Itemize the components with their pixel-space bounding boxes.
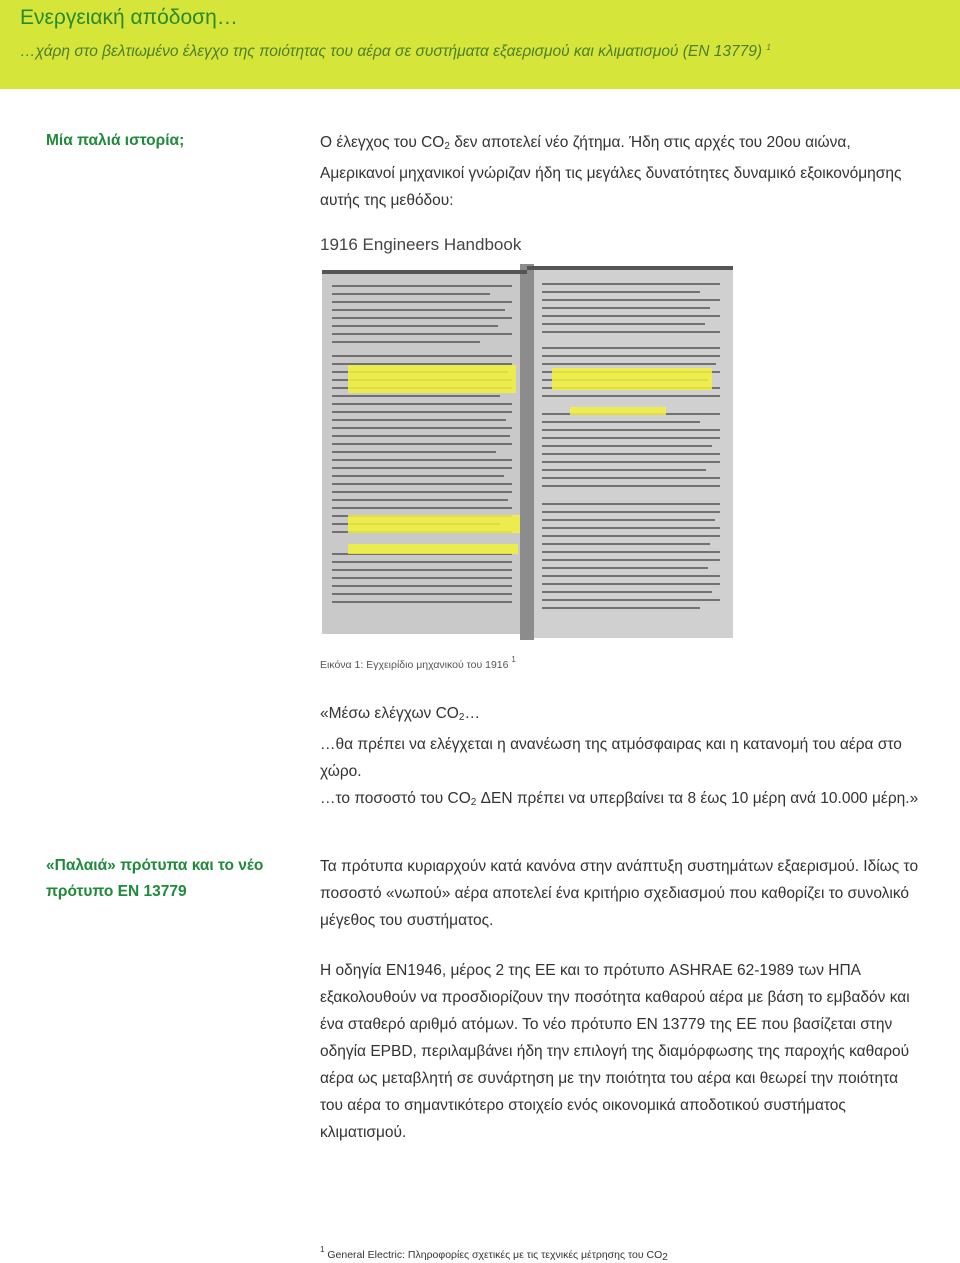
quote-line-3-post: ΔΕΝ πρέπει να υπερβαίνει τα 8 έως 10 μέρη ανά 10.000 μέρη.» — [476, 790, 919, 807]
caption-footnote-ref: 1 — [511, 655, 516, 664]
subtitle-footnote-ref: 1 — [766, 43, 771, 52]
quote-block — [320, 700, 920, 816]
footnote-subscript: 2 — [662, 1252, 668, 1263]
standards-paragraph-1: Τα πρότυπα κυριαρχούν κατά κανόνα στην ανάπτυξη συστημάτων εξαερισμού. Ιδίως το ποσοστό «νωπού» αέρα αποτελεί ένα κριτήριο σχεδιασμού που καθορίζει το συνολικό μέγεθος του συστήματος. — [320, 858, 919, 929]
footnote-number: 1 — [320, 1245, 325, 1254]
standards-paragraph-2: Η οδηγία EN1946, μέρος 2 της ΕΕ και το πρότυπο ASHRAE 62-1989 των ΗΠΑ εξακολουθούν να προσδιορίζουν την ποσότητα καθαρού αέρα με βάση το εμβαδόν και ένα σταθερό αριθμό ατόμων. Το νέο πρότυπο EN 13779 της ΕΕ που βασίζεται στην οδηγία EPBD, περιλαμβάνει ήδη την επιλογή της διαμόρφωσης της παροχής καθαρού αέρα ως μεταβλητή σε συνάρτηση με την ποιότητα του αέρα και θεωρεί την ποιότητα του αέρα το σημαντικότερο στοιχείο ενός οικονομικά αποδοτικού συστήματος κλιματισμού. — [320, 962, 910, 1141]
figure-caption — [320, 655, 516, 671]
caption-text: Εικόνα 1: Εγχειρίδιο μηχανικού του 1916 — [320, 659, 509, 671]
footnote — [320, 1245, 668, 1263]
handbook-scan-image — [320, 264, 736, 640]
quote-line-1-subscript: 2 — [458, 712, 465, 723]
section-label-standards: «Παλαιά» πρότυπα και το νέο πρότυπο EN 13779 — [46, 857, 264, 900]
footnote-text-pre: General Electric: Πληροφορίες σχετικές με τις τεχνικές μέτρησης του CO — [324, 1249, 663, 1261]
intro-subscript: 2 — [444, 141, 450, 152]
page-title: Ενεργειακή απόδοση… — [20, 6, 238, 29]
quote-line-1-pre: «Μέσω ελέγχων CO — [320, 705, 459, 722]
intro-text-pre: Ο έλεγχος του CO — [320, 134, 445, 151]
subtitle-text: …χάρη στο βελτιωμένο έλεγχο της ποιότητας του αέρα σε συστήματα εξαερισμού και κλιματισμού (EN 13779) — [20, 43, 763, 60]
page-subtitle — [20, 38, 780, 62]
section-label-old-story: Μία παλιά ιστορία; — [46, 132, 185, 149]
quote-line-3 — [320, 785, 920, 816]
quote-line-2: …θα πρέπει να ελέγχεται η ανανέωση της ατμόσφαιρας και η κατανομή του αέρα στο χώρο. — [320, 736, 902, 780]
quote-line-3-pre: …το ποσοστό του CO — [320, 790, 471, 807]
quote-line-1 — [320, 700, 920, 731]
quote-line-3-subscript: 2 — [470, 797, 477, 808]
quote-line-1-post: … — [464, 705, 480, 722]
intro-paragraph — [320, 129, 920, 214]
intro-text-post: δεν αποτελεί νέο ζήτημα. Ήδη στις αρχές του 20ου αιώνα, Αμερικανοί μηχανικοί γνώριζαν ήδη τις μεγάλες δυνατότητες δυναμικό εξοικονόμησης αυτής της μεθόδου: — [320, 134, 902, 209]
header-banner — [0, 0, 960, 89]
handbook-title: 1916 Engineers Handbook — [320, 235, 522, 254]
